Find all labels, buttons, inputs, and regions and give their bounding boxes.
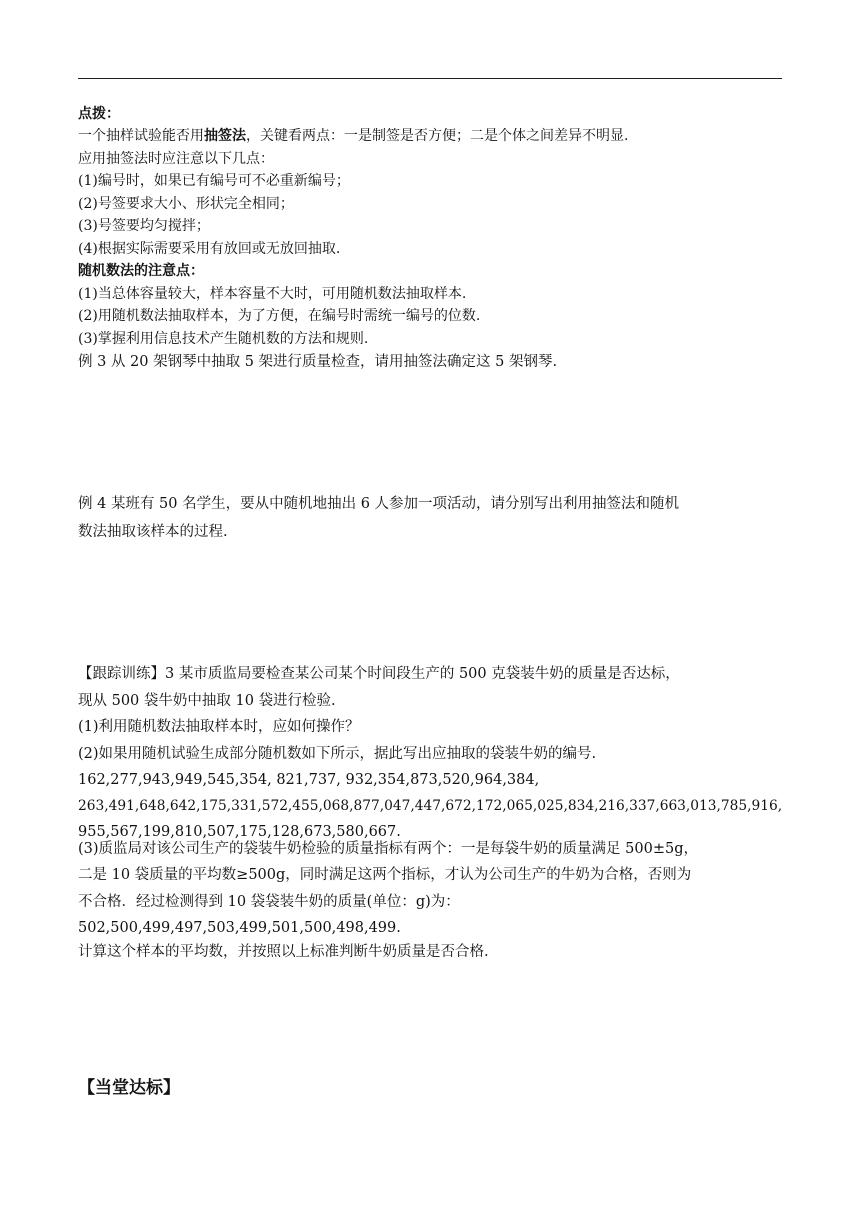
training-line-1: 【跟踪训练】3 某市质监局要检查某公司某个时间段生产的 500 克袋装牛奶的质量是否达标，: [78, 666, 680, 682]
tips-item: (1)编号时，如果已有编号可不必重新编号；: [78, 173, 350, 189]
example-4-line-1: 例 4 某班有 50 名学生，要从中随机地抽出 6 人参加一项活动，请分别写出利用抽签法和随机: [78, 496, 680, 512]
tips-line-1-bold: 抽签法: [204, 128, 246, 144]
tips-line-1-post: ，关键看两点：一是制签是否方便；二是个体之间差异不明显.: [246, 128, 629, 144]
random-numbers-line: 955,567,199,810,507,175,128,673,580,667.: [78, 824, 401, 840]
example-3: 例 3 从 20 架钢琴中抽取 5 架进行质量检查，请用抽签法确定这 5 架钢琴.: [78, 354, 558, 370]
training-question-3-line: 二是 10 袋质量的平均数≥500g，同时满足这两个指标，才认为公司生产的牛奶为合格，否则为: [78, 867, 692, 883]
tips-line-1: [78, 126, 628, 146]
tips-line-1-pre: 一个抽样试验能否用: [78, 128, 204, 144]
random-numbers-line: 162,277,943,949,545,354, 821,737, 932,354,873,520,964,384,: [78, 772, 540, 788]
training-question-3-line: (3)质监局对该公司生产的袋装牛奶检验的质量指标有两个：一是每袋牛奶的质量满足 500±5g，: [78, 841, 698, 857]
weights-data-line: 502,500,499,497,503,499,501,500,498,499.: [78, 920, 401, 936]
random-item: (3)掌握利用信息技术产生随机数的方法和规则.: [78, 331, 369, 347]
tips-item: (3)号签要均匀搅拌；: [78, 218, 210, 234]
training-question-2: (2)如果用随机试验生成部分随机数如下所示，据此写出应抽取的袋装牛奶的编号.: [78, 746, 597, 762]
section-title: 【当堂达标】: [78, 1078, 180, 1098]
training-question-3-line: 不合格．经过检测得到 10 袋袋装牛奶的质量(单位：g)为：: [78, 894, 460, 910]
example-4-line-2: 数法抽取该样本的过程.: [78, 524, 228, 540]
training-question-1: (1)利用随机数法抽取样本时，应如何操作？: [78, 719, 360, 735]
random-numbers-line: 263,491,648,642,175,331,572,455,068,877,047,447,672,172,065,025,834,216,337,663,013,785,916,: [78, 798, 783, 814]
training-line-2: 现从 500 袋牛奶中抽取 10 袋进行检验.: [78, 693, 336, 709]
tips-item: (4)根据实际需要采用有放回或无放回抽取.: [78, 241, 341, 257]
random-method-title: 随机数法的注意点：: [78, 263, 204, 279]
random-item: (1)当总体容量较大，样本容量不大时，可用随机数法抽取样本.: [78, 286, 467, 302]
header-rule: [78, 78, 782, 79]
random-item: (2)用随机数法抽取样本，为了方便，在编号时需统一编号的位数.: [78, 308, 481, 324]
tips-item: (2)号签要求大小、形状完全相同；: [78, 196, 294, 212]
tips-line-2: 应用抽签法时应注意以下几点：: [78, 151, 274, 167]
training-question-3-line: 计算这个样本的平均数，并按照以上标准判断牛奶质量是否合格.: [78, 944, 489, 960]
tips-title: 点拨：: [78, 106, 120, 122]
